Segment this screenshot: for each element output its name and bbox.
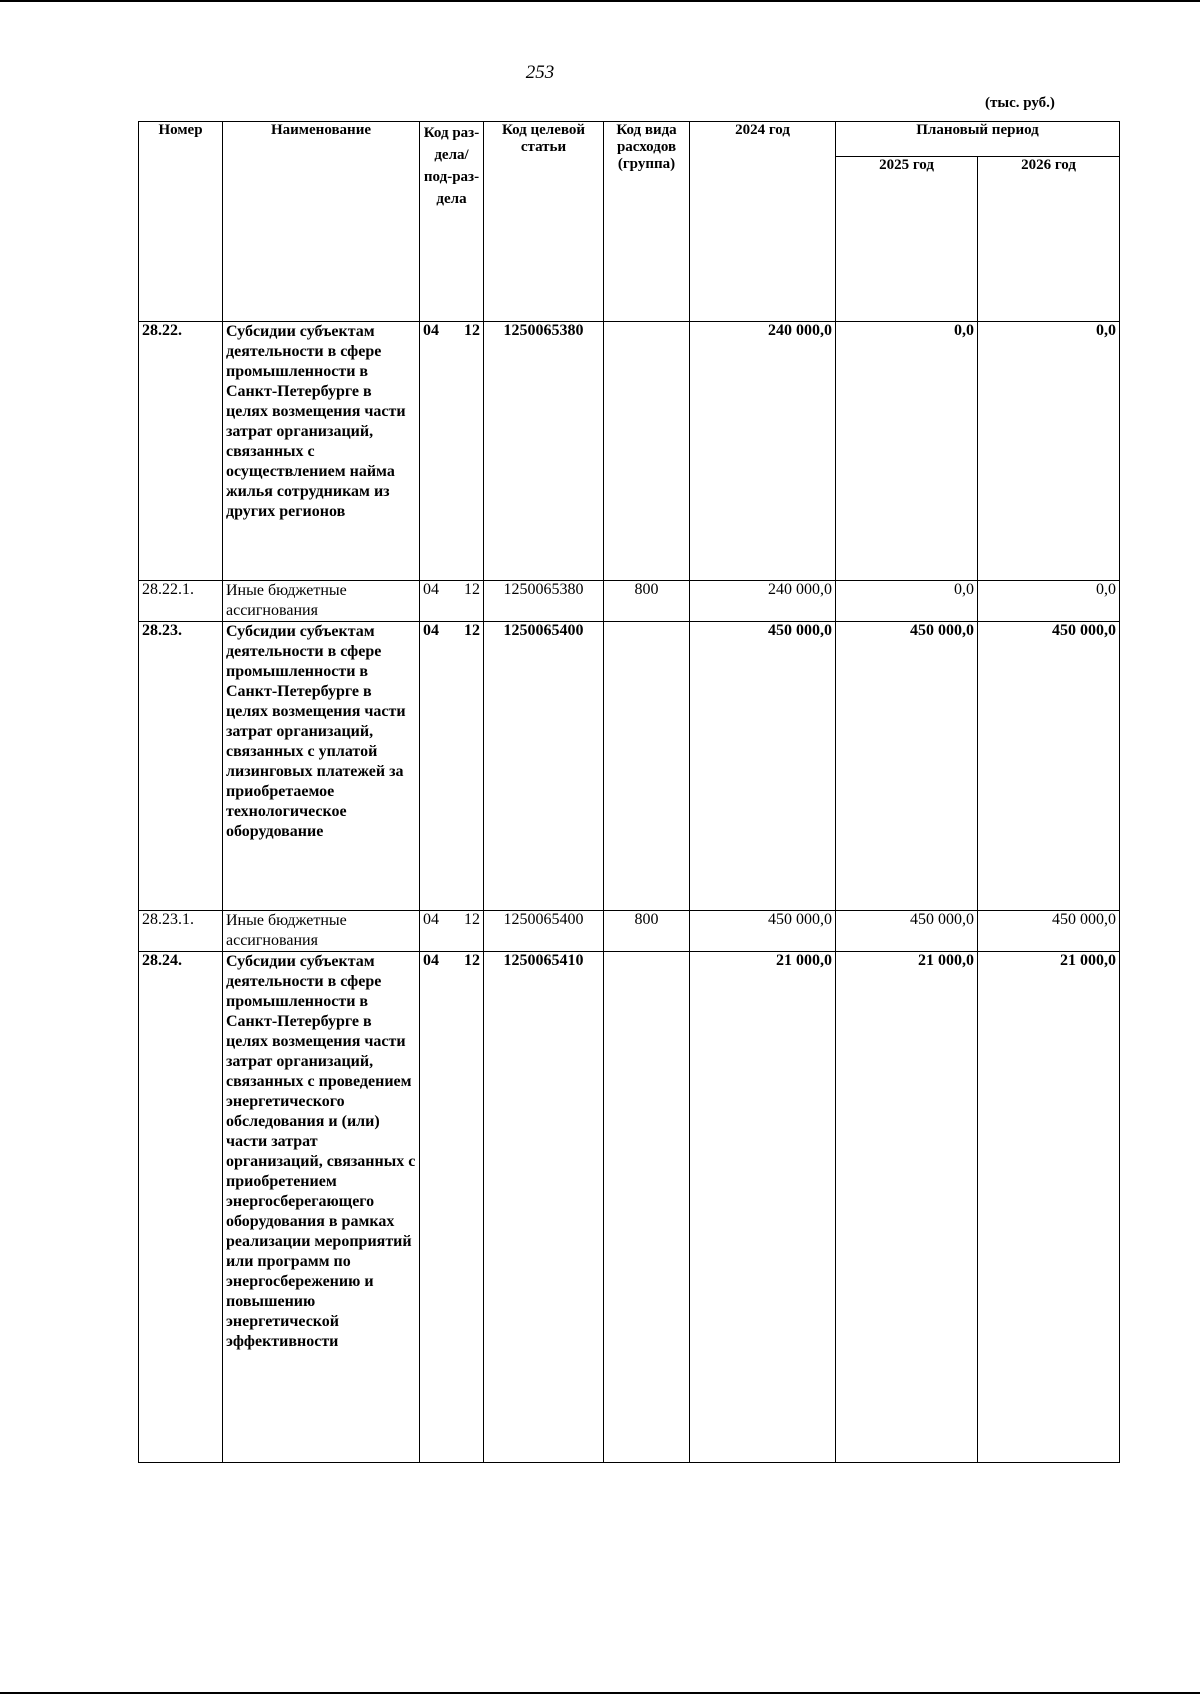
row-number: 28.22.	[139, 322, 223, 581]
row-target-code: 1250065380	[484, 581, 604, 622]
row-group-code: 800	[604, 911, 690, 952]
row-target-code: 1250065380	[484, 322, 604, 581]
row-name: Иные бюджетные ассигнования	[223, 581, 420, 622]
row-target-code: 1250065400	[484, 622, 604, 911]
row-group-code	[604, 952, 690, 1463]
row-name: Субсидии субъектам деятельности в сфере промышленности в Санкт-Петербурге в целях возмещения части затрат организаций, связанных с осуществлением найма жилья сотрудникам из других регионов	[223, 322, 420, 581]
row-section-code	[420, 952, 484, 1463]
row-amount-2025: 0,0	[836, 322, 978, 581]
table-row	[139, 622, 1120, 911]
row-amount-2026: 450 000,0	[978, 622, 1120, 911]
table-row	[139, 581, 1120, 622]
units-label: (тыс. руб.)	[985, 95, 1055, 111]
row-amount-2025: 450 000,0	[836, 911, 978, 952]
header-group: Код вида расходов (группа)	[604, 122, 690, 322]
table-row	[139, 952, 1120, 1463]
row-section-code	[420, 622, 484, 911]
row-group-code: 800	[604, 581, 690, 622]
header-number: Номер	[139, 122, 223, 322]
row-section-code	[420, 581, 484, 622]
header-row	[139, 122, 1120, 157]
header-target: Код целевой статьи	[484, 122, 604, 322]
budget-table	[138, 121, 1120, 1463]
row-section: 04	[423, 322, 439, 339]
row-amount-2024: 450 000,0	[690, 911, 836, 952]
row-number: 28.24.	[139, 952, 223, 1463]
row-section: 04	[423, 911, 439, 928]
row-section: 04	[423, 952, 439, 969]
row-name: Иные бюджетные ассигнования	[223, 911, 420, 952]
row-amount-2025: 450 000,0	[836, 622, 978, 911]
row-amount-2024: 240 000,0	[690, 322, 836, 581]
scan-bottom-edge	[0, 1692, 1200, 1694]
row-amount-2025: 21 000,0	[836, 952, 978, 1463]
row-number: 28.23.1.	[139, 911, 223, 952]
row-subsection: 12	[464, 322, 480, 339]
row-section: 04	[423, 581, 439, 598]
row-amount-2024: 450 000,0	[690, 622, 836, 911]
page-number: 253	[525, 62, 555, 83]
header-2026: 2026 год	[978, 157, 1120, 322]
row-name: Субсидии субъектам деятельности в сфере промышленности в Санкт-Петербурге в целях возмещения части затрат организаций, связанных с уплатой лизинговых платежей за приобретаемое технологическое оборудование	[223, 622, 420, 911]
row-target-code: 1250065400	[484, 911, 604, 952]
header-2025: 2025 год	[836, 157, 978, 322]
row-number: 28.23.	[139, 622, 223, 911]
row-number: 28.22.1.	[139, 581, 223, 622]
row-amount-2026: 0,0	[978, 581, 1120, 622]
row-subsection: 12	[464, 911, 480, 928]
row-section: 04	[423, 622, 439, 639]
header-name: Наименование	[223, 122, 420, 322]
row-amount-2024: 21 000,0	[690, 952, 836, 1463]
row-amount-2026: 450 000,0	[978, 911, 1120, 952]
row-subsection: 12	[464, 622, 480, 639]
table-row	[139, 322, 1120, 581]
row-target-code: 1250065410	[484, 952, 604, 1463]
row-section-code	[420, 911, 484, 952]
header-planned-period: Плановый период	[836, 122, 1120, 157]
table-row	[139, 911, 1120, 952]
row-amount-2025: 0,0	[836, 581, 978, 622]
header-2024: 2024 год	[690, 122, 836, 322]
row-amount-2024: 240 000,0	[690, 581, 836, 622]
scan-top-edge	[0, 0, 1200, 2]
header-section: Код раз-дела/ под-раз-дела	[420, 122, 484, 322]
row-subsection: 12	[464, 952, 480, 969]
row-name: Субсидии субъектам деятельности в сфере промышленности в Санкт-Петербурге в целях возмещения части затрат организаций, связанных с проведением энергетического обследования и (или) части затрат организаций, связанных с приобретением энергосберегающего оборудования в рамках реализации мероприятий или программ по энергосбережению и повышению энергетической эффективности	[223, 952, 420, 1463]
row-group-code	[604, 322, 690, 581]
row-subsection: 12	[464, 581, 480, 598]
row-group-code	[604, 622, 690, 911]
row-amount-2026: 21 000,0	[978, 952, 1120, 1463]
row-amount-2026: 0,0	[978, 322, 1120, 581]
row-section-code	[420, 322, 484, 581]
